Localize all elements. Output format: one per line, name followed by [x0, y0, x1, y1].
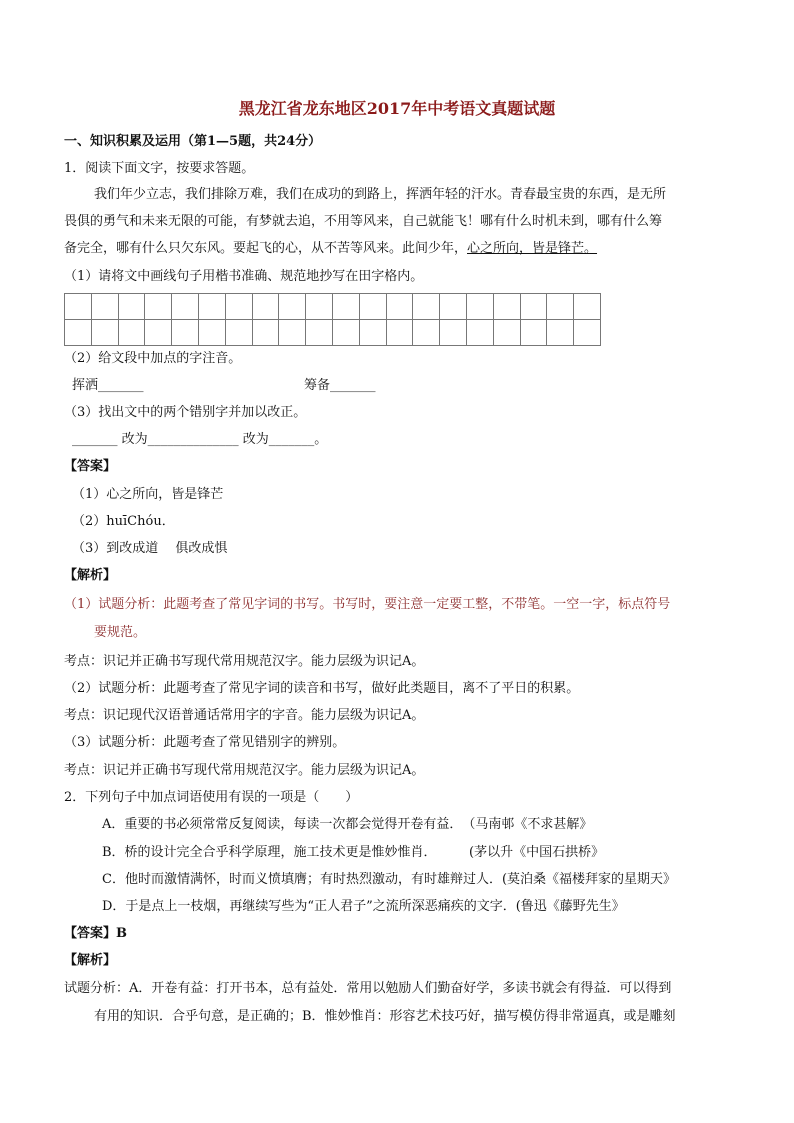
grid-cell[interactable]	[466, 294, 493, 320]
grid-cell[interactable]	[279, 320, 306, 346]
analysis-line: （2）试题分析：此题考查了常见字词的读音和书写，做好此类题目，离不了平日的积累。	[64, 681, 580, 696]
sub-question-1: （1）请将文中画线句子用楷书准确、规范地抄写在田字格内。	[64, 269, 424, 284]
question-2-stem: 2．下列句子中加点词语使用有误的一项是（ ）	[64, 790, 359, 805]
passage-text: 备完全，哪有什么只欠东风。要起飞的心，从不苦等风来。此间少年，	[64, 241, 468, 256]
grid-cell[interactable]	[520, 294, 547, 320]
pinyin-blank-2[interactable]: 筹备_______	[304, 378, 376, 393]
grid-cell[interactable]	[440, 294, 467, 320]
grid-cell[interactable]	[386, 320, 413, 346]
section-heading: 一、知识积累及运用（第1—5题，共24分）	[64, 134, 322, 149]
grid-cell[interactable]	[65, 294, 92, 320]
grid-cell[interactable]	[574, 294, 601, 320]
kaodian-line: 考点：识记并正确书写现代常用规范汉字。能力层级为识记A。	[64, 654, 425, 669]
grid-cell[interactable]	[172, 294, 199, 320]
grid-cell[interactable]	[547, 320, 574, 346]
grid-cell[interactable]	[91, 320, 118, 346]
option-d: D．于是点上一枝烟，再继续写些为“正人君子”之流所深恶痛疾的文字．(鲁迅《藤野先生》	[102, 899, 625, 914]
passage-line	[64, 240, 597, 258]
grid-cell[interactable]	[466, 320, 493, 346]
grid-cell[interactable]	[359, 294, 386, 320]
grid-cell[interactable]	[332, 294, 359, 320]
grid-cell[interactable]	[547, 294, 574, 320]
answer-label: 【答案】B	[64, 926, 127, 941]
grid-cell[interactable]	[493, 320, 520, 346]
grid-cell[interactable]	[413, 294, 440, 320]
answer-label: 【答案】	[64, 459, 117, 474]
grid-cell[interactable]	[493, 294, 520, 320]
grid-cell[interactable]	[225, 320, 252, 346]
answer-line: （3）到改成道 俱改成惧	[72, 541, 228, 556]
tianzige-grid[interactable]	[64, 293, 601, 346]
analysis-line: 有用的知识．合乎句意，是正确的；B．惟妙惟肖：形容艺术技巧好，描写模仿得非常逼真，或是雕刻	[94, 1009, 676, 1024]
answer-line: （1）心之所向，皆是锋芒	[72, 487, 224, 502]
grid-cell[interactable]	[172, 320, 199, 346]
option-b: B．桥的设计完全合乎科学原理，施工技术更是惟妙惟肖． (茅以升《中国石拱桥》	[102, 845, 605, 860]
answer-line: （2）huīChóu．	[72, 514, 175, 529]
grid-cell[interactable]	[359, 320, 386, 346]
sub-question-3: （3）找出文中的两个错别字并加以改正。	[64, 405, 307, 420]
grid-cell[interactable]	[252, 294, 279, 320]
grid-cell[interactable]	[306, 320, 333, 346]
page-title: 黑龙江省龙东地区2017年中考语文真题试题	[238, 99, 556, 118]
kaodian-line: 考点：识记并正确书写现代常用规范汉字。能力层级为识记A。	[64, 763, 425, 778]
analysis-label: 【解析】	[64, 568, 117, 583]
correction-blanks[interactable]: _______ 改为______________ 改为_______。	[72, 432, 328, 447]
grid-cell[interactable]	[118, 294, 145, 320]
sub-question-2: （2）给文段中加点的字注音。	[64, 351, 242, 366]
grid-cell[interactable]	[520, 320, 547, 346]
analysis-line: 要规范。	[94, 625, 147, 640]
grid-cell[interactable]	[279, 294, 306, 320]
option-c: C．他时而激情满怀，时而义愤填膺；有时热烈激动，有时雄辩过人．(莫泊桑《福楼拜家的星期天》	[102, 872, 677, 887]
kaodian-line: 考点：识记现代汉语普通话常用字的字音。能力层级为识记A。	[64, 708, 425, 723]
underlined-sentence: 心之所向，皆是锋芒。	[467, 241, 598, 256]
passage-line: 我们年少立志，我们排除万难，我们在成功的到路上，挥洒年轻的汗水。青春最宝贵的东西，是无所	[94, 187, 667, 202]
analysis-line: （1）试题分析：此题考查了常见字词的书写。书写时，要注意一定要工整，不带笔。一空一字，标点符号	[64, 597, 671, 612]
passage-line: 畏俱的勇气和未来无限的可能，有梦就去追，不用等风来，自己就能飞！哪有什么时机未到，哪有什么筹	[64, 214, 663, 229]
grid-cell[interactable]	[574, 320, 601, 346]
grid-cell[interactable]	[145, 294, 172, 320]
analysis-line: （3）试题分析：此题考查了常见错别字的辨别。	[64, 735, 346, 750]
option-a: A．重要的书必须常常反复阅读，每读一次都会觉得开卷有益． （马南邨《不求甚解》	[102, 817, 593, 832]
analysis-line: 试题分析：A．开卷有益：打开书本，总有益处．常用以勉励人们勤奋好学，多读书就会有得益．可以得到	[64, 981, 672, 996]
grid-cell[interactable]	[198, 320, 225, 346]
question-1-stem: 1．阅读下面文字，按要求答题。	[64, 161, 255, 176]
grid-row	[65, 294, 601, 320]
grid-cell[interactable]	[198, 294, 225, 320]
pinyin-blank-1[interactable]: 挥洒_______	[72, 378, 144, 393]
grid-cell[interactable]	[440, 320, 467, 346]
grid-cell[interactable]	[145, 320, 172, 346]
grid-cell[interactable]	[413, 320, 440, 346]
grid-cell[interactable]	[252, 320, 279, 346]
grid-cell[interactable]	[386, 294, 413, 320]
grid-cell[interactable]	[91, 294, 118, 320]
grid-row	[65, 320, 601, 346]
grid-cell[interactable]	[225, 294, 252, 320]
analysis-label: 【解析】	[64, 953, 117, 968]
grid-cell[interactable]	[332, 320, 359, 346]
grid-cell[interactable]	[118, 320, 145, 346]
grid-cell[interactable]	[65, 320, 92, 346]
grid-cell[interactable]	[306, 294, 333, 320]
